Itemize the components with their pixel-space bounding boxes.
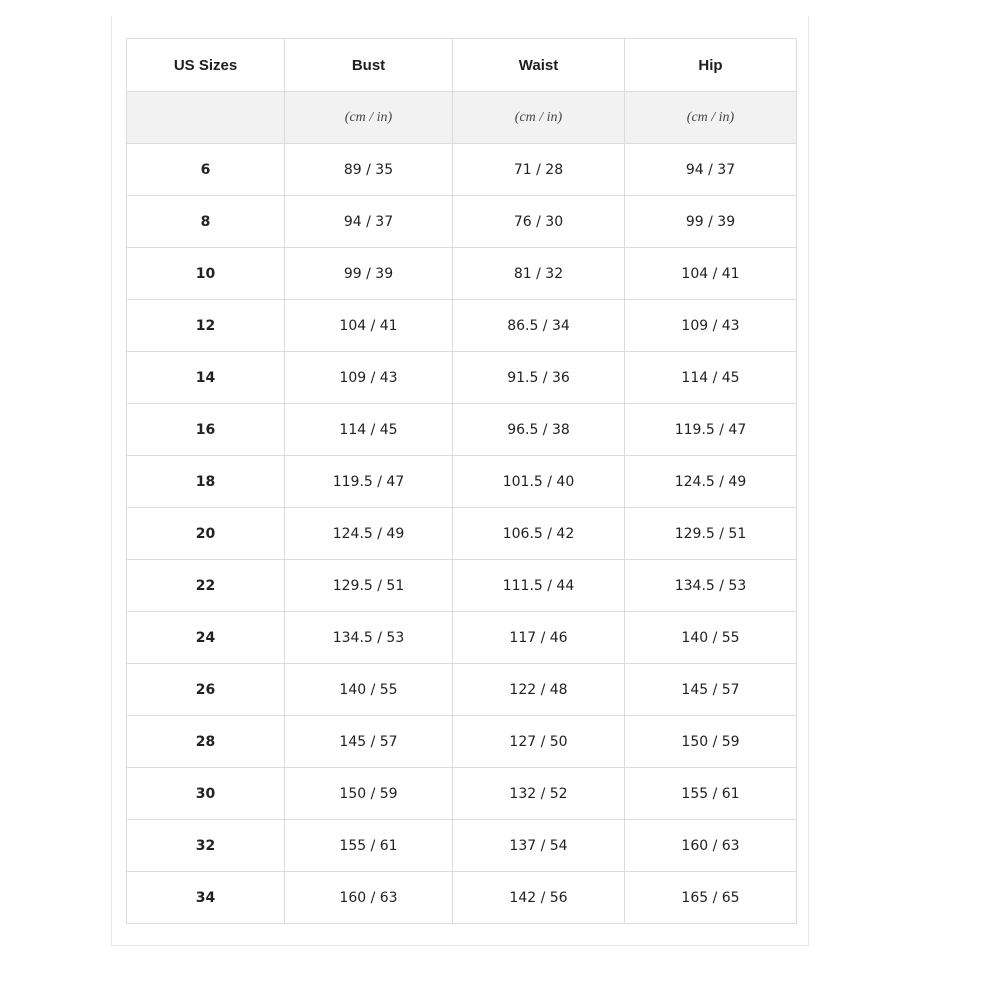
cell-bust: 155 / 61 (285, 820, 453, 872)
cell-hip: 165 / 65 (625, 872, 797, 924)
table-header-row (127, 39, 797, 92)
cell-hip: 150 / 59 (625, 716, 797, 768)
table-row (127, 456, 797, 508)
cell-hip: 99 / 39 (625, 196, 797, 248)
cell-hip: 94 / 37 (625, 144, 797, 196)
table-row (127, 820, 797, 872)
cell-waist: 76 / 30 (453, 196, 625, 248)
cell-size: 20 (127, 508, 285, 560)
cell-size: 26 (127, 664, 285, 716)
cell-size: 8 (127, 196, 285, 248)
cell-waist: 132 / 52 (453, 768, 625, 820)
table-unit-row (127, 92, 797, 144)
header-bust: Bust (285, 39, 453, 92)
cell-hip: 104 / 41 (625, 248, 797, 300)
cell-bust: 140 / 55 (285, 664, 453, 716)
header-us-sizes: US Sizes (127, 39, 285, 92)
unit-cell-bust: (cm / in) (285, 92, 453, 144)
table-row (127, 612, 797, 664)
cell-hip: 160 / 63 (625, 820, 797, 872)
cell-size: 34 (127, 872, 285, 924)
cell-bust: 99 / 39 (285, 248, 453, 300)
cell-hip: 134.5 / 53 (625, 560, 797, 612)
cell-waist: 142 / 56 (453, 872, 625, 924)
cell-size: 22 (127, 560, 285, 612)
table-row (127, 664, 797, 716)
cell-bust: 134.5 / 53 (285, 612, 453, 664)
cell-size: 16 (127, 404, 285, 456)
cell-waist: 91.5 / 36 (453, 352, 625, 404)
cell-hip: 129.5 / 51 (625, 508, 797, 560)
table-row (127, 872, 797, 924)
cell-bust: 145 / 57 (285, 716, 453, 768)
cell-hip: 114 / 45 (625, 352, 797, 404)
table-row (127, 716, 797, 768)
cell-waist: 111.5 / 44 (453, 560, 625, 612)
cell-hip: 109 / 43 (625, 300, 797, 352)
size-chart-table (126, 38, 797, 924)
cell-waist: 106.5 / 42 (453, 508, 625, 560)
cell-size: 28 (127, 716, 285, 768)
cell-size: 14 (127, 352, 285, 404)
cell-bust: 124.5 / 49 (285, 508, 453, 560)
cell-size: 6 (127, 144, 285, 196)
cell-hip: 119.5 / 47 (625, 404, 797, 456)
cell-waist: 81 / 32 (453, 248, 625, 300)
unit-cell-waist: (cm / in) (453, 92, 625, 144)
cell-bust: 114 / 45 (285, 404, 453, 456)
header-waist: Waist (453, 39, 625, 92)
table-row (127, 144, 797, 196)
cell-waist: 71 / 28 (453, 144, 625, 196)
cell-waist: 122 / 48 (453, 664, 625, 716)
cell-size: 30 (127, 768, 285, 820)
cell-hip: 140 / 55 (625, 612, 797, 664)
cell-hip: 124.5 / 49 (625, 456, 797, 508)
cell-waist: 137 / 54 (453, 820, 625, 872)
table-row (127, 248, 797, 300)
unit-cell-hip: (cm / in) (625, 92, 797, 144)
cell-size: 10 (127, 248, 285, 300)
cell-waist: 117 / 46 (453, 612, 625, 664)
cell-bust: 104 / 41 (285, 300, 453, 352)
table-body (127, 144, 797, 924)
table-row (127, 196, 797, 248)
cell-size: 18 (127, 456, 285, 508)
table-row (127, 768, 797, 820)
table-row (127, 352, 797, 404)
cell-hip: 155 / 61 (625, 768, 797, 820)
cell-bust: 109 / 43 (285, 352, 453, 404)
cell-waist: 127 / 50 (453, 716, 625, 768)
cell-bust: 150 / 59 (285, 768, 453, 820)
table-row (127, 404, 797, 456)
cell-bust: 160 / 63 (285, 872, 453, 924)
cell-size: 32 (127, 820, 285, 872)
cell-waist: 101.5 / 40 (453, 456, 625, 508)
unit-cell-blank (127, 92, 285, 144)
cell-size: 12 (127, 300, 285, 352)
table-row (127, 560, 797, 612)
cell-size: 24 (127, 612, 285, 664)
header-hip: Hip (625, 39, 797, 92)
table-row (127, 508, 797, 560)
table-row (127, 300, 797, 352)
cell-bust: 94 / 37 (285, 196, 453, 248)
cell-waist: 96.5 / 38 (453, 404, 625, 456)
cell-waist: 86.5 / 34 (453, 300, 625, 352)
cell-bust: 119.5 / 47 (285, 456, 453, 508)
cell-bust: 89 / 35 (285, 144, 453, 196)
cell-bust: 129.5 / 51 (285, 560, 453, 612)
cell-hip: 145 / 57 (625, 664, 797, 716)
